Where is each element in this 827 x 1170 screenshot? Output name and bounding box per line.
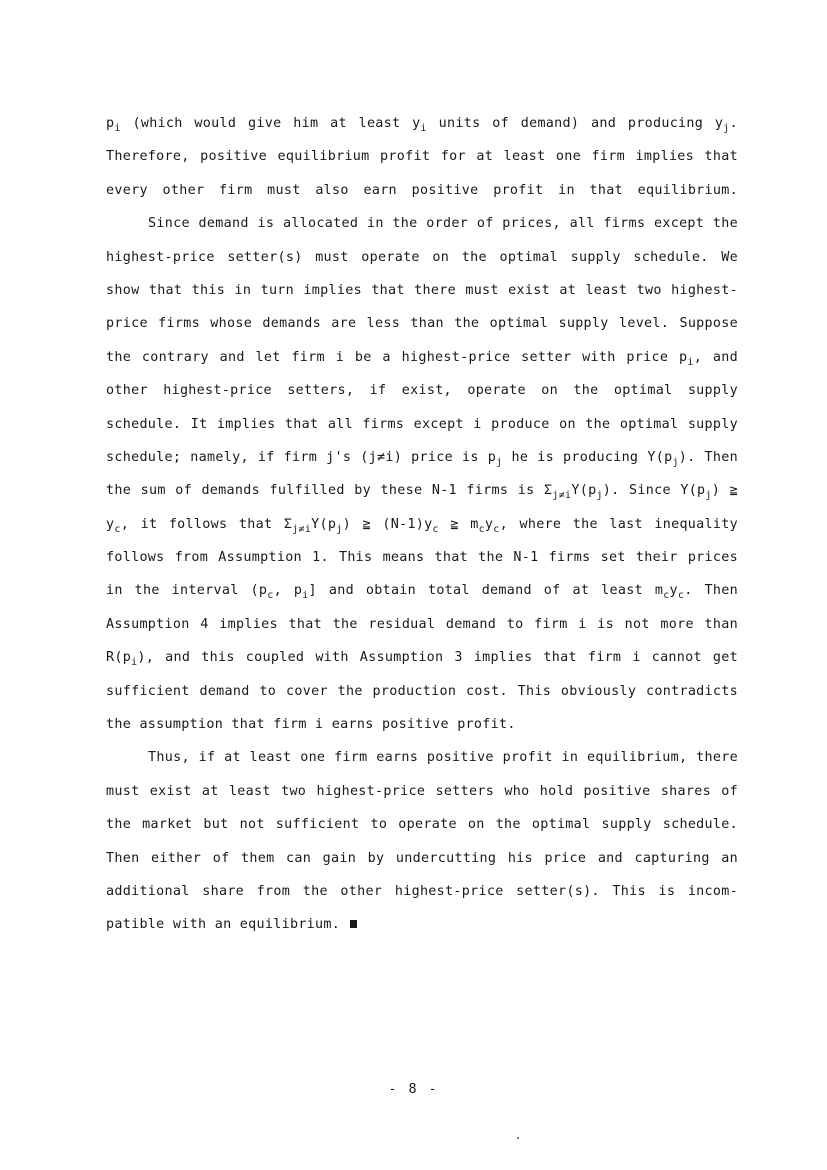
text-run: Since demand is allocated in the order of prices, all firms except the — [148, 216, 738, 232]
subscript: j — [672, 456, 679, 468]
text-run: . Then — [684, 583, 738, 599]
text-line — [106, 113, 738, 146]
text-line — [106, 781, 738, 814]
text-line — [106, 213, 738, 246]
subscript: j≠i — [292, 523, 312, 535]
text-run: sufficient demand to cover the production cost. This obviously contradicts — [106, 683, 738, 699]
subscript: j≠i — [552, 490, 572, 502]
text-run: schedule. It implies that all firms except i produce on the optimal supply — [106, 416, 738, 432]
text-run: additional share from the other highest-price setter(s). This is incom- — [106, 883, 738, 899]
text-run: , where the last inequality — [499, 516, 738, 532]
text-run: ] and obtain total demand of at least m — [308, 583, 664, 599]
text-line — [106, 681, 738, 714]
subscript: c — [677, 590, 685, 602]
text-run: the assumption that firm i earns positive profit. — [106, 717, 516, 733]
text-line — [106, 914, 738, 947]
text-run: , it follows that Σ — [120, 516, 293, 532]
text-line — [106, 347, 738, 380]
subscript: c — [267, 590, 274, 602]
text-run: ) ≧ — [711, 483, 738, 499]
text-line — [106, 881, 738, 914]
text-line — [106, 848, 738, 881]
subscript: i — [302, 590, 309, 602]
subscript: c — [493, 523, 500, 535]
subscript: i — [687, 356, 694, 368]
text-line — [106, 547, 738, 580]
text-line — [106, 380, 738, 413]
text-line — [106, 514, 738, 547]
text-line — [106, 614, 738, 647]
text-run: Thus, if at least one firm earns positive profit in equilibrium, there — [148, 750, 738, 766]
text-line — [106, 714, 738, 747]
text-run: ), and this coupled with Assumption 3 implies that firm i cannot get — [137, 650, 738, 666]
text-run: highest-price setter(s) must operate on the optimal supply schedule. We — [106, 249, 738, 265]
text-line — [106, 146, 738, 179]
text-line — [106, 447, 738, 480]
text-line — [106, 814, 738, 847]
text-run: y — [669, 583, 678, 599]
text-run: every other firm must also earn positive profit in that equilibrium. — [106, 182, 738, 198]
subscript: c — [663, 590, 670, 602]
text-run: patible with an equilibrium. — [106, 917, 341, 933]
text-run: units of demand) and producing y — [426, 116, 724, 131]
text-run: price firms whose demands are less than the optimal supply level. Suppose — [106, 316, 738, 332]
text-run: Y(p — [311, 516, 337, 532]
text-run: Therefore, positive equilibrium profit for at least one firm implies that — [106, 149, 738, 165]
document-body — [106, 113, 738, 948]
text-run: he is producing Y(p — [502, 449, 673, 465]
subscript: i — [114, 123, 121, 134]
text-run: Then either of them can gain by undercutting his price and capturing an — [106, 850, 738, 866]
text-run: Y(p — [571, 483, 597, 499]
qed-symbol — [350, 920, 357, 928]
text-run: y — [106, 516, 115, 532]
text-run: p — [106, 116, 115, 131]
subscript: i — [420, 123, 427, 134]
text-line — [106, 747, 738, 780]
text-run: other highest-price setters, if exist, operate on the optimal supply — [106, 383, 738, 399]
subscript: j — [496, 456, 503, 468]
text-line — [106, 480, 738, 513]
subscript: c — [432, 523, 439, 535]
text-run: follows from Assumption 1. This means that the N-1 firms set their prices — [106, 550, 738, 566]
text-run: ). Since Y(p — [602, 483, 706, 499]
text-run: , p — [273, 583, 303, 599]
text-run: y — [484, 516, 494, 532]
text-line — [106, 580, 738, 613]
text-run: ) ≧ (N-1)y — [342, 516, 433, 532]
text-run: the contrary and let firm i be a highest-price setter with price p — [106, 349, 688, 365]
text-run: ). Then — [678, 449, 738, 465]
text-line — [106, 313, 738, 346]
subscript: j — [705, 490, 712, 502]
page-number: - 8 - — [388, 1082, 439, 1097]
text-run: (which would give him at least y — [120, 116, 421, 131]
text-run: the sum of demands fulfilled by these N-1 firms is Σ — [106, 483, 553, 499]
subscript: j — [723, 123, 730, 134]
subscript: c — [114, 523, 121, 535]
subscript: c — [478, 523, 485, 535]
subscript: i — [131, 657, 138, 669]
text-run: , and — [693, 349, 738, 365]
text-run: ≧ m — [438, 516, 479, 532]
text-line — [106, 180, 738, 213]
text-line — [106, 280, 738, 313]
text-line — [106, 647, 738, 680]
text-run: schedule; namely, if firm j's (j≠i) price is p — [106, 449, 497, 465]
text-run: in the interval (p — [106, 583, 268, 599]
text-run: R(p — [106, 650, 132, 666]
text-line — [106, 414, 738, 447]
scan-speck — [517, 1137, 519, 1139]
text-run: the market but not sufficient to operate on the optimal supply schedule. — [106, 817, 738, 833]
text-run: Assumption 4 implies that the residual demand to firm i is not more than — [106, 616, 738, 632]
subscript: j — [336, 523, 343, 535]
text-run: must exist at least two highest-price setters who hold positive shares of — [106, 783, 738, 799]
text-line — [106, 247, 738, 280]
subscript: j — [596, 490, 603, 502]
text-run: show that this in turn implies that there must exist at least two highest- — [106, 282, 738, 298]
text-run: . — [729, 116, 738, 131]
